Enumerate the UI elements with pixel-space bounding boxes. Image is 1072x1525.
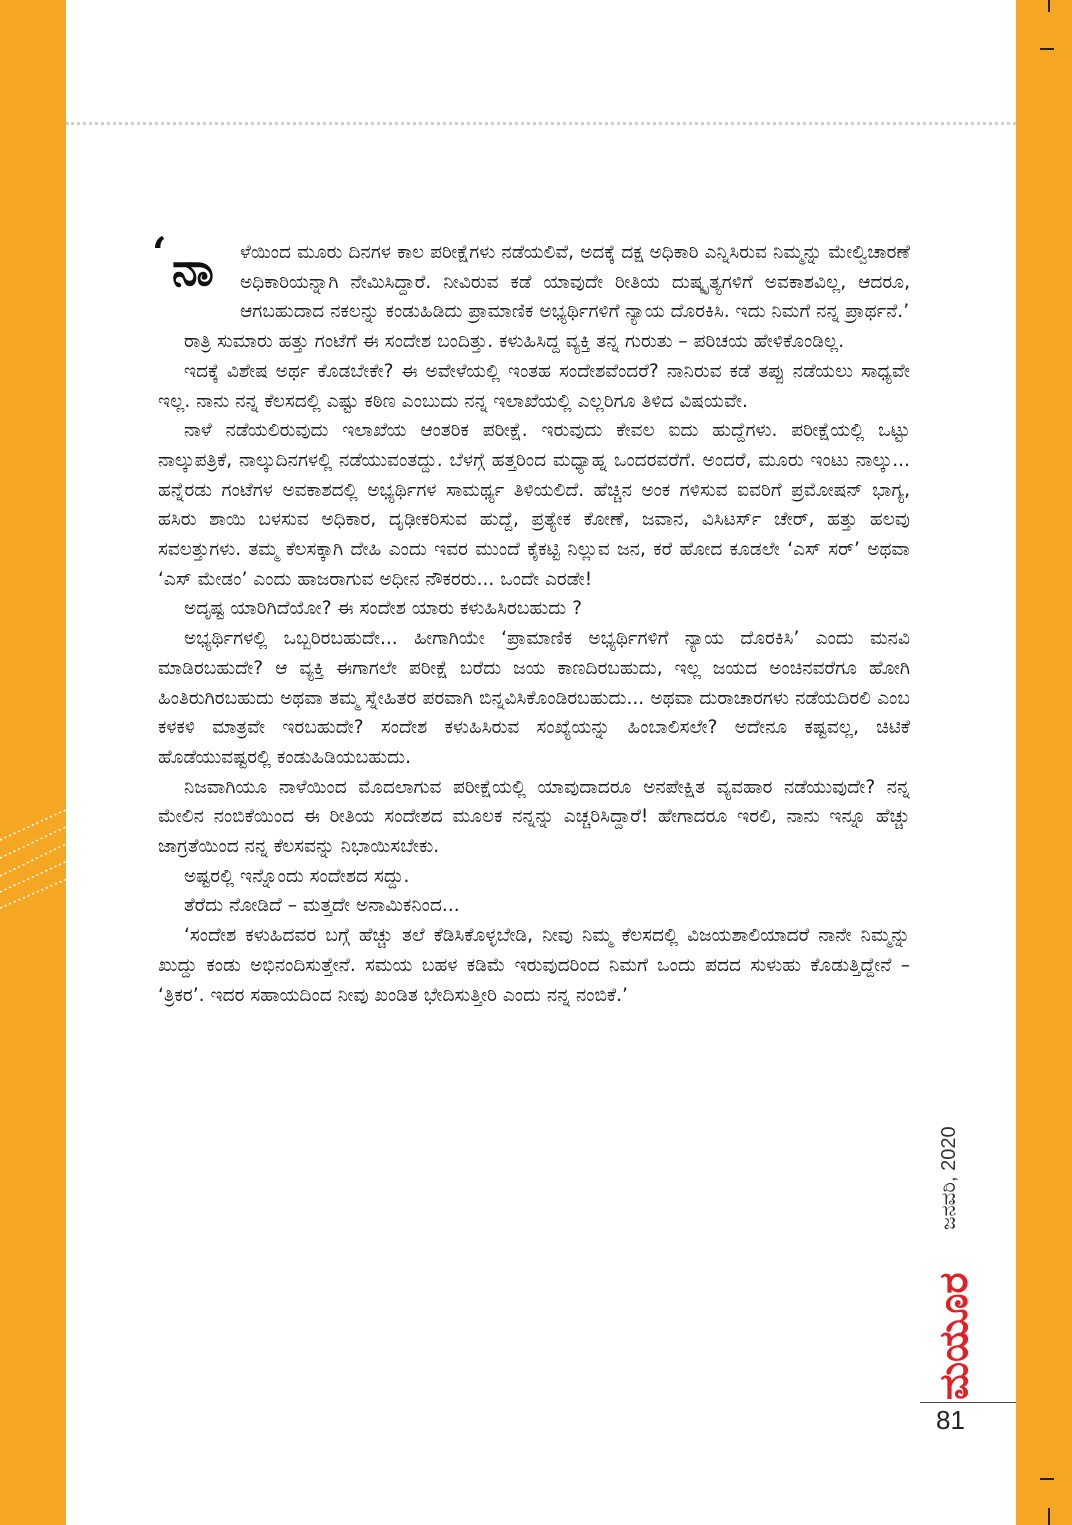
left-orange-margin-bar <box>0 0 66 1525</box>
story-paragraph-10: ‘ಸಂದೇಶ ಕಳುಹಿದವರ ಬಗ್ಗೆ ಹೆಚ್ಚು ತಲೆ ಕೆಡಿಸಿಕೊಳ್ಳಬೇಡಿ, ನೀವು ನಿಮ್ಮ ಕೆಲಸದಲ್ಲಿ ವಿಜಯಶಾಲಿಯಾದರೆ ನಾನೇ ನಿಮ್ಮನ್ನು ಖುದ್ದು ಕಂಡು ಅಭಿನಂದಿಸುತ್ತೇನೆ. ಸಮಯ ಬಹಳ ಕಡಿಮೆ ಇರುವುದರಿಂದ ನಿಮಗೆ ಒಂದು ಪದದ ಸುಳುಹು ಕೊಡುತ್ತಿದ್ದೇನೆ – ‘ತ್ರಿಕರ’. ಇದರ ಸಹಾಯದಿಂದ ನೀವು ಖಂಡಿತ ಭೇದಿಸುತ್ತೀರಿ ಎಂದು ನನ್ನ ನಂಬಿಕೆ.’ <box>158 925 910 1006</box>
page-number: 81 <box>936 1405 965 1435</box>
story-paragraph-2: ರಾತ್ರಿ ಸುಮಾರು ಹತ್ತು ಗಂಟೆಗೆ ಈ ಸಂದೇಶ ಬಂದಿತ್ತು. ಕಳುಹಿಸಿದ್ದ ವ್ಯಕ್ತಿ ತನ್ನ ಗುರುತು – ಪರಿಚಯ ಹೇಳಿಕೊಂಡಿಲ್ಲ. <box>184 331 845 353</box>
story-paragraph-9: ತೆರೆದು ನೋಡಿದೆ – ಮತ್ತದೇ ಅನಾಮಿಕನಿಂದ... <box>184 895 460 917</box>
story-text <box>152 228 910 1010</box>
story-paragraph-3: ಇದಕ್ಕೆ ವಿಶೇಷ ಅರ್ಥ ಕೊಡಬೇಕೇ? ಈ ಅವೇಳೆಯಲ್ಲಿ ಇಂತಹ ಸಂದೇಶವೆಂದರೆ? ನಾನಿರುವ ಕಡೆ ತಪ್ಪು ನಡೆಯಲು ಸಾಧ್ಯವೇ ಇಲ್ಲ. ನಾನು ನನ್ನ ಕೆಲಸದಲ್ಲಿ ಎಷ್ಟು ಕಠಿಣ ಎಂಬುದು ನನ್ನ ಇಲಾಖೆಯಲ್ಲಿ ಎಲ್ಲರಿಗೂ ತಿಳಿದ ವಿಷಯವೇ. <box>158 360 910 412</box>
story-paragraph-5: ಅದೃಷ್ಟ ಯಾರಿಗಿದೆಯೋ? ಈ ಸಂದೇಶ ಯಾರು ಕಳುಹಿಸಿರಬಹುದು ? <box>184 598 582 620</box>
right-orange-margin-bar <box>1016 0 1072 1525</box>
story-paragraph-1 <box>152 228 910 327</box>
story-paragraph-6: ಅಭ್ಯರ್ಥಿಗಳಲ್ಲಿ ಒಬ್ಬರಿರಬಹುದೇ... ಹೀಗಾಗಿಯೇ ‘ಪ್ರಾಮಾಣಿಕ ಅಭ್ಯರ್ಥಿಗಳಿಗೆ ನ್ಯಾಯ ದೊರಕಿಸಿ’ ಎಂದು ಮನವಿ ಮಾಡಿರಬಹುದೇ? ಆ ವ್ಯಕ್ತಿ ಈಗಾಗಲೇ ಪರೀಕ್ಷೆ ಬರೆದು ಜಯ ಕಾಣದಿರಬಹುದು, ಇಲ್ಲ ಜಯದ ಅಂಚಿನವರೆಗೂ ಹೋಗಿ ಹಿಂತಿರುಗಿರಬಹುದು ಅಥವಾ ತಮ್ಮ ಸ್ನೇಹಿತರ ಪರವಾಗಿ ಬಿನ್ನವಿಸಿಕೊಂಡಿರಬಹುದು... ಅಥವಾ ದುರಾಚಾರಗಳು ನಡೆಯದಿರಲಿ ಎಂಬ ಕಳಕಳಿ ಮಾತ್ರವೇ ಇರಬಹುದೇ? ಸಂದೇಶ ಕಳುಹಿಸಿರುವ ಸಂಖ್ಯೆಯನ್ನು ಹಿಂಬಾಲಿಸಲೇ? ಅದೇನೂ ಕಷ್ಟವಲ್ಲ, ಚಿಟಿಕೆ ಹೊಡೆಯುವಷ್ಟರಲ್ಲಿ ಕಂಡುಹಿಡಿಯಬಹುದು. <box>158 628 910 768</box>
decorative-dotted-lines <box>0 800 80 920</box>
story-paragraph-4: ನಾಳೆ ನಡೆಯಲಿರುವುದು ಇಲಾಖೆಯ ಆಂತರಿಕ ಪರೀಕ್ಷೆ. ಇರುವುದು ಕೇವಲ ಐದು ಹುದ್ದೆಗಳು. ಪರೀಕ್ಷೆಯಲ್ಲಿ ಒಟ್ಟು ನಾಲ್ಕುಪತ್ರಿಕೆ, ನಾಲ್ಕುದಿನಗಳಲ್ಲಿ ನಡೆಯುವಂತದ್ದು. ಬೆಳಗ್ಗೆ ಹತ್ತರಿಂದ ಮಧ್ಯಾಹ್ನ ಒಂದರವರೆಗೆ. ಅಂದರೆ, ಮೂರು ಇಂಟು ನಾಲ್ಕು... ಹನ್ನೆರಡು ಗಂಟೆಗಳ ಅವಕಾಶದಲ್ಲಿ ಅಭ್ಯರ್ಥಿಗಳ ಸಾಮರ್ಥ್ಯ ತಿಳಿಯಲಿದೆ. ಹೆಚ್ಚಿನ ಅಂಕ ಗಳಿಸುವ ಐವರಿಗೆ ಪ್ರಮೋಷನ್ ಭಾಗ್ಯ, ಹಸಿರು ಶಾಯಿ ಬಳಸುವ ಅಧಿಕಾರ, ದೃಢೀಕರಿಸುವ ಹುದ್ದೆ, ಪ್ರತ್ಯೇಕ ಕೋಣೆ, ಜವಾನ, ವಿಸಿಟರ್ಸ್ ಚೇರ್, ಹತ್ತು ಹಲವು ಸವಲತ್ತುಗಳು. ತಮ್ಮ ಕೆಲಸಕ್ಕಾಗಿ ದೇಹಿ ಎಂದು ಇವರ ಮುಂದೆ ಕೈಕಟ್ಟಿ ನಿಲ್ಲುವ ಜನ, ಕರೆ ಹೋದ ಕೂಡಲೇ ‘ಎಸ್ ಸರ್’ ಅಥವಾ ‘ಎಸ್ ಮೇಡಂ’ ಎಂದು ಹಾಜರಾಗುವ ಅಧೀನ ನೌಕರರು... ಒಂದೇ ಎರಡೇ! <box>158 420 910 590</box>
paragraph-text: ಳೆಯಿಂದ ಮೂರು ದಿನಗಳ ಕಾಲ ಪರೀಕ್ಷೆಗಳು ನಡೆಯಲಿವೆ, ಅದಕ್ಕೆ ದಕ್ಷ ಅಧಿಕಾರಿ ಎನ್ನಿಸಿರುವ ನಿಮ್ಮನ್ನು ಮೇಲ್ವಿಚಾರಣೆ ಅಧಿಕಾರಿಯನ್ನಾಗಿ ನೇಮಿಸಿದ್ದಾರೆ. ನೀವಿರುವ ಕಡೆ ಯಾವುದೇ ರೀತಿಯ ದುಷ್ಕೃತ್ಯಗಳಿಗೆ ಅವಕಾಶವಿಲ್ಲ, ಆದರೂ, ಆಗಬಹುದಾದ ನಕಲನ್ನು ಕಂಡುಹಿಡಿದು ಪ್ರಾಮಾಣಿಕ ಅಭ್ಯರ್ಥಿಗಳಿಗೆ ನ್ಯಾಯ ದೊರಕಿಸಿ. ಇದು ನಿಮಗೆ ನನ್ನ ಪ್ರಾರ್ಥನೆ.’ <box>240 242 910 323</box>
story-paragraph-8: ಅಷ್ಟರಲ್ಲಿ ಇನ್ನೊಂದು ಸಂದೇಶದ ಸದ್ದು. <box>184 865 410 887</box>
issue-date: ಜನವರಿ, 2020 <box>938 1126 960 1230</box>
page-number-rule <box>920 1402 1016 1403</box>
crop-mark-bottom-right-horizontal <box>1040 1478 1054 1480</box>
top-dotted-rule <box>66 122 1016 125</box>
opening-quote-mark: ‘ <box>152 228 167 277</box>
crop-mark-bottom-right-vertical <box>1048 1508 1050 1525</box>
drop-cap: ನಾ <box>172 242 214 296</box>
drop-cap-block <box>152 228 236 298</box>
crop-mark-top-right-vertical <box>1048 0 1050 12</box>
crop-mark-top-right-horizontal <box>1040 48 1054 50</box>
story-paragraph-7: ನಿಜವಾಗಿಯೂ ನಾಳೆಯಿಂದ ಮೊದಲಾಗುವ ಪರೀಕ್ಷೆಯಲ್ಲಿ ಯಾವುದಾದರೂ ಅನಪೇಕ್ಷಿತ ವ್ಯವಹಾರ ನಡೆಯುವುದೇ? ನನ್ನ ಮೇಲಿನ ನಂಬಿಕೆಯಿಂದ ಈ ರೀತಿಯ ಸಂದೇಶದ ಮೂಲಕ ನನ್ನನ್ನು ಎಚ್ಚರಿಸಿದ್ದಾರೆ! ಹೇಗಾದರೂ ಇರಲಿ, ನಾನು ಇನ್ನೂ ಹೆಚ್ಚು ಜಾಗ್ರತೆಯಿಂದ ನನ್ನ ಕೆಲಸವನ್ನು ನಿಭಾಯಿಸಬೇಕು. <box>158 776 910 858</box>
magazine-logo: ಮಯೂರ <box>931 1272 977 1400</box>
